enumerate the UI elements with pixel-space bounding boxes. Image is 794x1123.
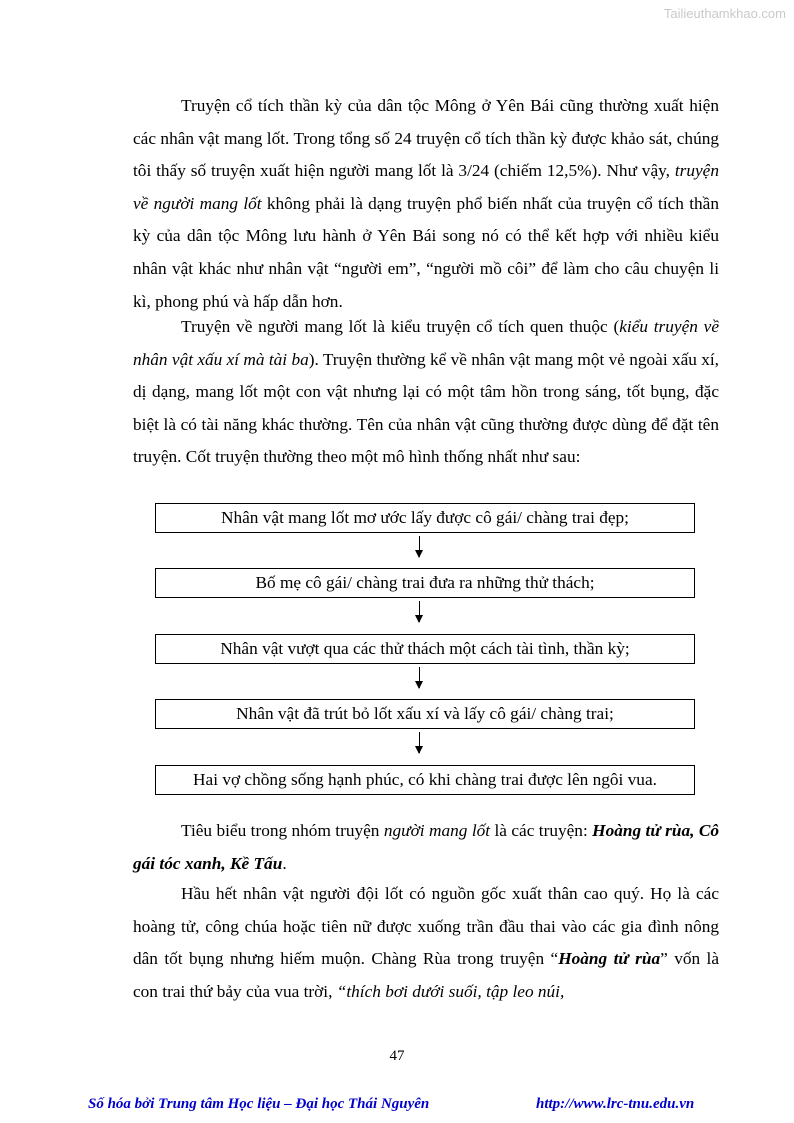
page-number: 47 xyxy=(389,1048,405,1064)
flow-step-3: Nhân vật vượt qua các thử thách một cách tài tình, thần kỳ; xyxy=(155,634,695,664)
paragraph-2-italic: kiểu truyện về nhân vật xấu xí mà tài ba xyxy=(133,317,719,369)
flow-arrow-2 xyxy=(419,601,420,622)
paragraph-2-text: Truyện về người mang lốt là kiểu truyện cổ tích quen thuộc ( xyxy=(181,317,620,336)
paragraph-2 xyxy=(133,311,719,474)
flow-step-2: Bố mẹ cô gái/ chàng trai đưa ra những thử thách; xyxy=(155,568,695,598)
paragraph-1-italic: truyện về người mang lốt xyxy=(133,161,719,213)
flow-step-1: Nhân vật mang lốt mơ ước lấy được cô gái/ chàng trai đẹp; xyxy=(155,503,695,533)
flow-step-5: Hai vợ chồng sống hạnh phúc, có khi chàng trai được lên ngôi vua. xyxy=(155,765,695,795)
paragraph-3-bold: Hoàng tử rùa, Cô gái tóc xanh, Kề Tấu xyxy=(133,821,720,873)
paragraph-1 xyxy=(133,90,719,318)
paragraph-4 xyxy=(133,878,719,1008)
paragraph-1-rest: không phải là dạng truyện phổ biến nhất của truyện cổ tích thần kỳ của dân tộc Mông lưu hành ở Yên Bái song nó có thể kết hợp với nhiều kiểu nhân vật khác như nhân vật “người em”, “người mồ côi” để làm cho câu chuyện li kì, phong phú và hấp dẫn hơn. xyxy=(133,193,719,311)
flow-arrow-1 xyxy=(419,536,420,557)
paragraph-3-mid: là các truyện: xyxy=(490,821,593,840)
paragraph-4-bold: Hoàng tử rùa xyxy=(558,949,661,969)
flow-step-4: Nhân vật đã trút bỏ lốt xấu xí và lấy cô gái/ chàng trai; xyxy=(155,699,695,729)
footer-link[interactable]: http://www.lrc-tnu.edu.vn xyxy=(536,1096,695,1112)
paragraph-3-end: . xyxy=(282,853,287,873)
paragraph-2-rest: ). Truyện thường kể về nhân vật mang một vẻ ngoài xấu xí, dị dạng, mang lốt một con vật nhưng lại có một tâm hồn trong sáng, tốt bụng, đặc biệt là có tài năng khác thường. Tên của nhân vật cũng thường được dùng để đặt tên truyện. Cốt truyện thường theo một mô hình thống nhất như sau: xyxy=(133,349,719,467)
paragraph-3-text: Tiêu biểu trong nhóm truyện xyxy=(181,821,384,840)
paragraph-3-italic: người mang lốt xyxy=(383,821,491,840)
paragraph-4-mid: ” vốn là con trai thứ bảy của vua trời, xyxy=(133,949,719,1001)
paragraph-1-text: Truyện cổ tích thần kỳ của dân tộc Mông ở Yên Bái cũng thường xuất hiện các nhân vật mang lốt. Trong tổng số 24 truyện cổ tích thần kỳ được khảo sát, chúng tôi thấy số truyện xuất hiện người mang lốt là 3/24 (chiếm 12,5%). Như vậy, xyxy=(133,96,719,181)
watermark: Tailieuthamkhao.com xyxy=(663,6,786,21)
paragraph-4-italic: “thích bơi dưới suối, tập leo núi, xyxy=(336,981,565,1001)
flow-arrow-3 xyxy=(419,667,420,688)
paragraph-3 xyxy=(133,815,719,880)
flow-arrow-4 xyxy=(419,732,420,753)
paragraph-4-text: Hầu hết nhân vật người đội lốt có nguồn gốc xuất thân cao quý. Họ là các hoàng tử, công chúa hoặc tiên nữ được xuống trần đầu thai vào các gia đình nông dân tốt bụng nhưng hiếm muộn. Chàng Rùa trong truyện “ xyxy=(133,884,719,969)
footer-source: Số hóa bởi Trung tâm Học liệu – Đại học Thái Nguyên xyxy=(88,1096,430,1112)
